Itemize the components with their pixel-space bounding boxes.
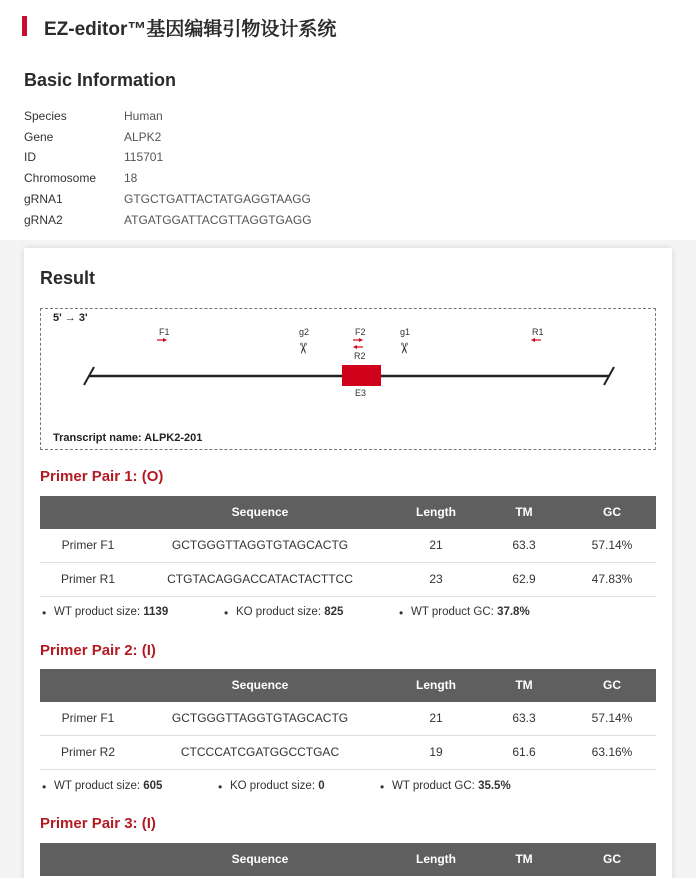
table-row bbox=[40, 736, 656, 770]
app-title: EZ-editor™基因编辑引物设计系统 bbox=[44, 19, 337, 40]
header-gc: GC bbox=[603, 678, 621, 692]
info-value: ALPK2 bbox=[124, 130, 162, 144]
primer-label-f2: F2 bbox=[355, 327, 366, 337]
basic-information-heading: Basic Information bbox=[24, 70, 177, 90]
primer-pair-2-stats bbox=[40, 780, 656, 798]
info-value: 18 bbox=[124, 171, 138, 185]
result-heading: Result bbox=[40, 268, 96, 288]
primer-pair-3-title: Primer Pair 3: (I) bbox=[40, 815, 156, 832]
wt-product-size: • WT product size: 605 bbox=[54, 780, 162, 792]
primer-label-r1: R1 bbox=[532, 327, 544, 337]
primer-arrow-r1 bbox=[531, 338, 541, 342]
info-label: Chromosome bbox=[24, 171, 97, 185]
result-card bbox=[24, 248, 672, 878]
primer-arrow-f1 bbox=[157, 338, 167, 342]
primer-sequence: CTCCCATCGATGGCCTGAC bbox=[180, 745, 340, 759]
header-gc: GC bbox=[603, 852, 621, 866]
svg-text:✂: ✂ bbox=[395, 342, 413, 355]
svg-text:✂: ✂ bbox=[294, 342, 312, 355]
wt-product-size: • WT product size: 1139 bbox=[54, 606, 168, 618]
ko-product-size: • KO product size: 0 bbox=[230, 780, 325, 792]
grna-label-g2: g2 bbox=[299, 327, 310, 337]
primer-length: 21 bbox=[429, 538, 443, 552]
accent-bar bbox=[22, 16, 27, 36]
primer-pair-2-title: Primer Pair 2: (I) bbox=[40, 642, 156, 659]
table-row bbox=[40, 702, 656, 736]
primer-name: Primer F1 bbox=[61, 711, 115, 725]
table-header bbox=[40, 669, 656, 702]
primer-tm: 63.3 bbox=[512, 538, 536, 552]
primer-label-f1: F1 bbox=[159, 327, 170, 337]
gene-diagram bbox=[40, 308, 656, 450]
primer-gc: 47.83% bbox=[591, 572, 633, 586]
primer-sequence: GCTGGGTTAGGTGTAGCACTG bbox=[171, 538, 349, 552]
primer-arrow-r2 bbox=[353, 345, 363, 349]
header-length: Length bbox=[416, 852, 456, 866]
wt-product-gc: • WT product GC: 35.5% bbox=[392, 780, 511, 792]
primer-tm: 61.6 bbox=[512, 745, 536, 759]
table-row bbox=[40, 563, 656, 597]
primer-name: Primer F1 bbox=[61, 538, 115, 552]
header-sequence: Sequence bbox=[231, 852, 289, 866]
primer-tm: 63.3 bbox=[512, 711, 536, 725]
header-sequence: Sequence bbox=[231, 505, 289, 519]
primer-gc: 57.14% bbox=[591, 711, 633, 725]
info-label: Species bbox=[24, 109, 67, 123]
table-header bbox=[40, 843, 656, 876]
info-value: Human bbox=[124, 109, 163, 123]
basic-information-section bbox=[0, 50, 696, 240]
header-tm: TM bbox=[515, 852, 533, 866]
primer-gc: 63.16% bbox=[591, 745, 633, 759]
transcript-name: Transcript name: ALPK2-201 bbox=[53, 432, 203, 444]
exon-label: E3 bbox=[355, 388, 367, 398]
primer-tm: 62.9 bbox=[512, 572, 536, 586]
direction-label: 5' → 3' bbox=[53, 312, 88, 324]
primer-sequence: CTGTACAGGACCATACTACTTCC bbox=[167, 572, 353, 586]
header-gc: GC bbox=[603, 505, 621, 519]
primer-name: Primer R2 bbox=[60, 745, 115, 759]
primer-sequence: GCTGGGTTAGGTGTAGCACTG bbox=[171, 711, 349, 725]
wt-product-gc: • WT product GC: 37.8% bbox=[411, 606, 530, 618]
primer-pair-1-title: Primer Pair 1: (O) bbox=[40, 468, 164, 485]
scissors-icon bbox=[395, 342, 413, 355]
table-header bbox=[40, 496, 656, 529]
primer-label-r2: R2 bbox=[354, 351, 366, 361]
primer-length: 23 bbox=[429, 572, 443, 586]
info-label: gRNA1 bbox=[24, 192, 63, 206]
header-name bbox=[56, 843, 120, 876]
header-name bbox=[56, 669, 120, 702]
header-name bbox=[56, 496, 120, 529]
info-label: Gene bbox=[24, 130, 54, 144]
header-tm: TM bbox=[515, 505, 533, 519]
header-length: Length bbox=[416, 505, 456, 519]
info-value: 115701 bbox=[124, 150, 164, 164]
primer-arrow-f2 bbox=[353, 338, 363, 342]
info-value: GTGCTGATTACTATGAGGTAAGG bbox=[124, 192, 311, 206]
info-value: ATGATGGATTACGTTAGGTGAGG bbox=[124, 213, 312, 227]
grna-label-g1: g1 bbox=[400, 327, 411, 337]
primer-name: Primer R1 bbox=[60, 572, 115, 586]
info-label: ID bbox=[24, 150, 36, 164]
scissors-icon bbox=[294, 342, 312, 355]
primer-pair-1-stats bbox=[40, 606, 656, 624]
exon-box bbox=[342, 365, 381, 386]
primer-gc: 57.14% bbox=[591, 538, 633, 552]
header-tm: TM bbox=[515, 678, 533, 692]
header-length: Length bbox=[416, 678, 456, 692]
info-label: gRNA2 bbox=[24, 213, 63, 227]
ko-product-size: • KO product size: 825 bbox=[236, 606, 343, 618]
header-sequence: Sequence bbox=[231, 678, 289, 692]
app-header bbox=[0, 0, 696, 50]
primer-length: 21 bbox=[429, 711, 443, 725]
gene-diagram-svg bbox=[41, 309, 655, 449]
table-row bbox=[40, 529, 656, 563]
primer-length: 19 bbox=[429, 745, 443, 759]
